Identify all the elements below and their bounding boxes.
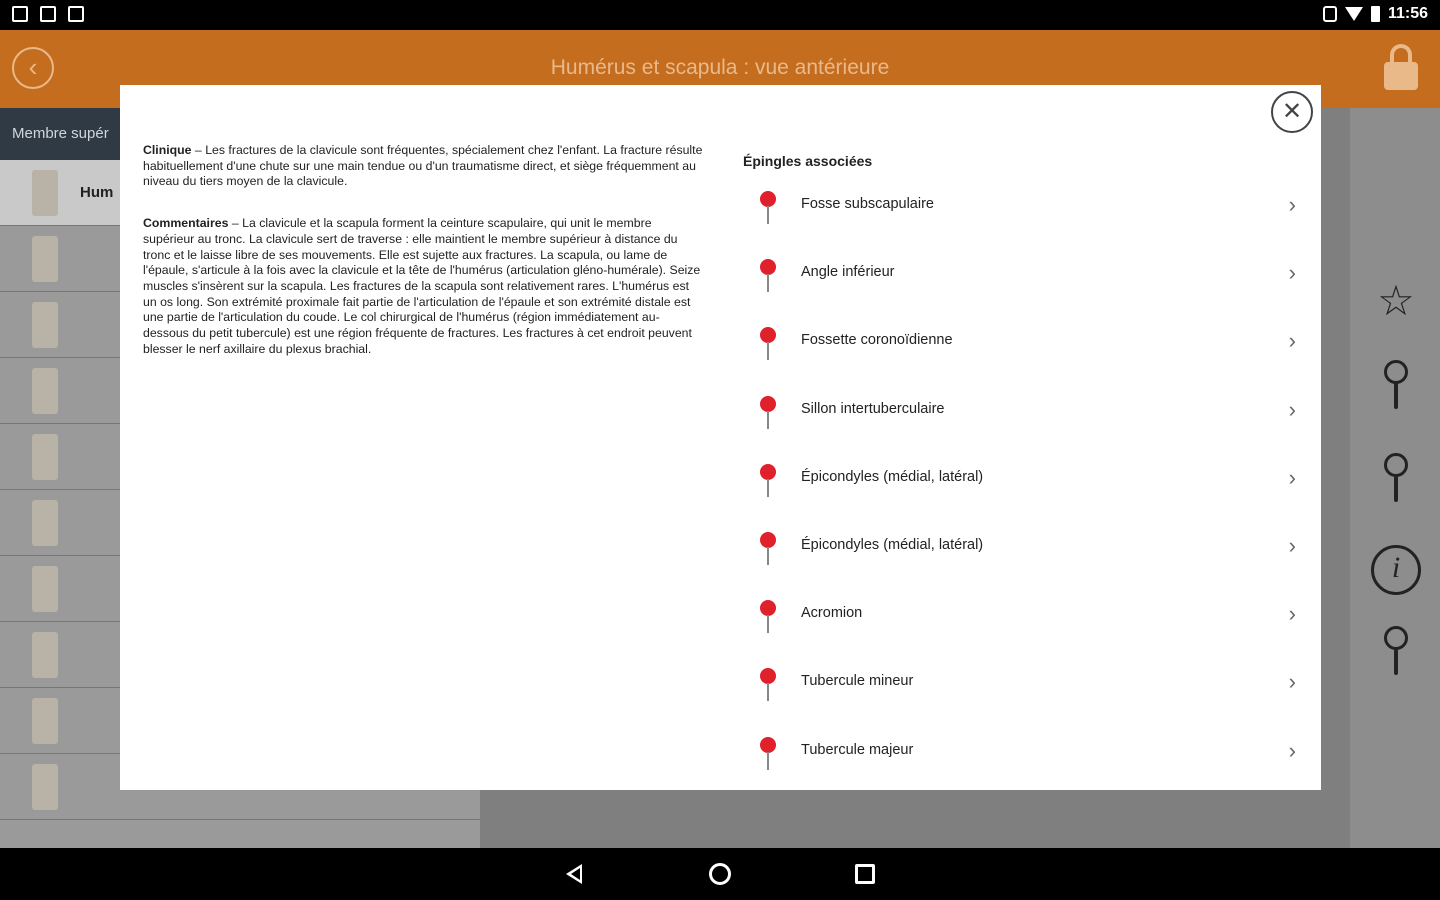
battery-icon (1371, 6, 1380, 22)
pin-label: Fossette coronoïdienne (801, 332, 953, 349)
associated-pins (743, 153, 1308, 795)
commentaires-paragraph (143, 216, 703, 357)
clinique-paragraph (143, 143, 703, 190)
bone-thumbnail (32, 632, 58, 678)
notification-icon (12, 6, 28, 22)
bone-thumbnail (32, 236, 58, 282)
chevron-right-icon: › (1288, 260, 1296, 286)
pin-list-item[interactable] (743, 386, 1308, 454)
pin-list-item[interactable] (743, 727, 1308, 795)
map-pin-icon (759, 600, 777, 636)
chevron-right-icon: › (1288, 328, 1296, 354)
breadcrumb[interactable]: Membre supér (0, 108, 480, 160)
pin-label: Fosse subscapulaire (801, 196, 934, 212)
nav-home-icon[interactable] (709, 863, 731, 885)
vibrate-icon (1323, 6, 1337, 22)
right-toolbar (1350, 108, 1440, 848)
pin-label: Épicondyles (médial, latéral) (801, 468, 984, 485)
list-item-label: Hum (80, 184, 114, 201)
page-title: Humérus et scapula : vue antérieure (550, 56, 890, 79)
pin-edit-icon[interactable] (1373, 453, 1419, 499)
chevron-right-icon: › (1288, 464, 1296, 490)
pin-label: Sillon intertuberculaire (801, 400, 945, 417)
bone-thumbnail (32, 698, 58, 744)
chevron-right-icon: › (1288, 532, 1296, 558)
chevron-right-icon: › (1288, 396, 1296, 422)
clock: 11:56 (1387, 5, 1428, 22)
nav-back-icon[interactable] (566, 864, 582, 884)
info-icon[interactable]: i (1371, 545, 1421, 595)
back-button[interactable]: ‹ (12, 47, 54, 89)
bone-thumbnail (32, 500, 58, 546)
commentaires-label: Commentaires (143, 216, 229, 231)
nav-recents-icon[interactable] (855, 864, 875, 884)
pin-quiz-icon[interactable] (1373, 626, 1419, 672)
pin-label: Épicondyles (médial, latéral) (801, 536, 984, 553)
status-bar (0, 0, 1440, 30)
pin-label: Acromion (801, 605, 863, 622)
bone-thumbnail (32, 566, 58, 612)
pin-label: Tubercule mineur (801, 673, 914, 690)
map-pin-icon (759, 396, 777, 432)
pin-list-item[interactable] (743, 590, 1308, 658)
bone-thumbnail (32, 434, 58, 480)
map-pin-icon (759, 191, 777, 227)
notification-icon (68, 6, 84, 22)
notification-icon (40, 6, 56, 22)
chevron-right-icon: › (1288, 192, 1296, 217)
pin-list-item[interactable] (743, 249, 1308, 317)
map-pin-icon (759, 532, 777, 568)
map-pin-icon (759, 327, 777, 363)
map-pin-icon (759, 668, 777, 704)
info-dialog (120, 85, 1321, 790)
clinique-text: – Les fractures de la clavicule sont fréquentes, spécialement chez l'enfant. La fracture résulte habituellement d'une chute sur une main tendue ou d'un traumatisme direct, et siège fréquemment au niveau du tiers moyen de la clavicule. (143, 143, 703, 189)
pin-list-item[interactable] (743, 181, 1308, 249)
pins-heading: Épingles associées (743, 153, 873, 169)
pin-label: Angle inférieur (801, 264, 895, 281)
map-pin-icon (759, 259, 777, 295)
pin-list-item[interactable] (743, 522, 1308, 590)
lock-icon[interactable] (1384, 44, 1418, 90)
commentaires-text: – La clavicule et la scapula forment la ceinture scapulaire, qui unit le membre supérieur au tronc. La clavicule sert de traverse : elle maintient le membre supérieur à distance du tronc et le laisse libre de ses mouvements. Elle est sujette aux fractures. La scapula, ou lame de l'épaule, s'articule à la fois avec la clavicule et la tête de l'humérus (articulation gléno-humérale). Seize muscles s'insèrent sur la scapula. Les fractures de la scapula sont relativement rares. L'humérus est un os long. Son extrémité proximale fait partie de l'articulation de l'épaule et son extrémité distale est une partie de l'articulation du coude. Le col chirurgical de l'humérus (région immédiatement au-dessous du petit tubercule) est une région fréquente de fractures. Les fractures à cet endroit peuvent blesser le nerf axillaire du plexus brachial. (143, 216, 701, 356)
star-icon[interactable]: ☆ (1377, 277, 1415, 324)
bone-thumbnail (32, 368, 58, 414)
bone-thumbnail (32, 170, 58, 216)
wifi-icon (1345, 7, 1363, 21)
chevron-right-icon: › (1288, 669, 1296, 695)
bone-thumbnail (32, 302, 58, 348)
pin-label: Tubercule majeur (801, 741, 914, 758)
chevron-right-icon: › (1288, 737, 1296, 763)
map-pin-icon (759, 737, 777, 773)
description-text (143, 143, 703, 383)
pin-list-item[interactable] (743, 317, 1308, 385)
chevron-right-icon: › (1288, 601, 1296, 627)
close-button[interactable]: ✕ (1271, 91, 1313, 133)
pin-icon[interactable] (1373, 360, 1419, 406)
clinique-label: Clinique (143, 143, 192, 157)
map-pin-icon (759, 464, 777, 500)
navigation-bar (0, 848, 1440, 900)
pin-list-item[interactable] (743, 454, 1308, 522)
bone-thumbnail (32, 764, 58, 810)
pin-list-item[interactable] (743, 658, 1308, 726)
